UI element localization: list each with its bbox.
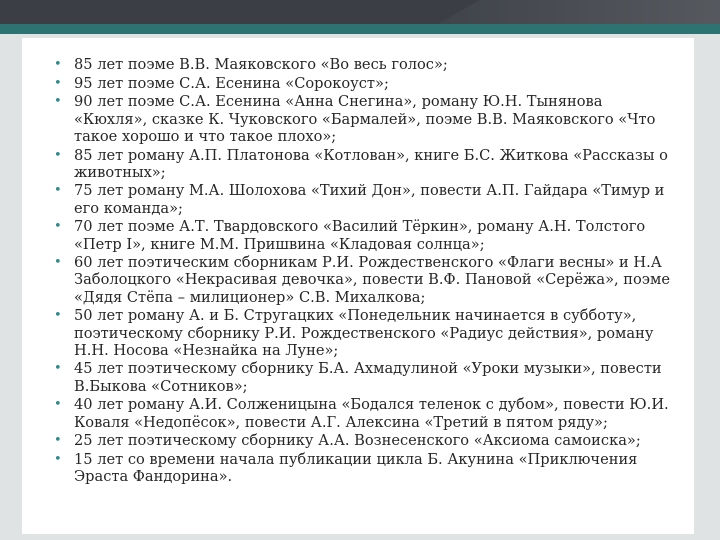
list-item-text: 50 лет роману А. и Б. Стругацких «Понедельник начинается в субботу», поэтическому сборнику Р.И. Рождественского «Радиус действия», роману Н.Н. Носова «Незнайка на Луне»;: [74, 307, 654, 359]
bullet-icon: •: [54, 433, 62, 449]
bullet-icon: •: [54, 57, 62, 72]
list-item: [54, 396, 676, 431]
list-item-text: 85 лет роману А.П. Платонова «Котлован», книге Б.С. Житкова «Рассказы о животных»;: [74, 146, 668, 181]
list-item-text: 40 лет роману А.И. Солженицына «Бодался теленок с дубом», повести Ю.И. Коваля «Недопёсок», повести А.Г. Алексина «Третий в пятом ряду»;: [74, 396, 669, 431]
bullet-icon: •: [54, 361, 62, 377]
bullet-icon: •: [54, 451, 62, 467]
list-item-text: 60 лет поэтическим сборникам Р.И. Рождественского «Флаги весны» и Н.А Заболоцкого «Некрасивая девочка», повести В.Ф. Пановой «Серёжа», поэме «Дядя Стёпа – милиционер» С.В. Михалкова;: [74, 254, 670, 306]
bullet-icon: •: [54, 255, 62, 271]
bullet-icon: •: [54, 75, 62, 91]
anniversary-list: [54, 56, 676, 486]
bullet-icon: •: [54, 219, 62, 235]
list-item-text: 75 лет роману М.А. Шолохова «Тихий Дон», повести А.П. Гайдара «Тимур и его команда»;: [74, 182, 665, 217]
list-item: [54, 432, 676, 450]
slide-content-panel: [22, 38, 694, 534]
list-item-text: 95 лет поэме С.А. Есенина «Сорокоуст»;: [74, 74, 389, 92]
list-item: [54, 450, 676, 486]
list-item-text: 85 лет поэме В.В. Маяковского «Во весь голос»;: [74, 56, 448, 73]
list-item-text: 45 лет поэтическому сборнику Б.А. Ахмадулиной «Уроки музыки», повести В.Быкова «Сотников»;: [74, 360, 662, 395]
list-item: [54, 307, 676, 359]
bullet-icon: •: [54, 397, 62, 413]
list-item-text: 25 лет поэтическому сборнику А.А. Вознесенского «Аксиома самоиска»;: [74, 432, 641, 450]
list-item-text: 90 лет поэме С.А. Есенина «Анна Снегина», роману Ю.Н. Тынянова «Кюхля», сказке К. Чуковского «Бармалей», поэме В.В. Маяковского «Что такое хорошо и что такое плохо»;: [74, 93, 656, 145]
list-item: [54, 74, 676, 92]
list-item: [54, 254, 676, 306]
bullet-icon: •: [54, 183, 62, 199]
list-item-text: 15 лет со времени начала публикации цикла Б. Акунина «Приключения Эраста Фандорина».: [74, 450, 638, 486]
accent-stripe: [0, 24, 720, 34]
list-item: [54, 56, 676, 73]
list-item: [54, 360, 676, 395]
bullet-icon: •: [54, 308, 62, 324]
bullet-icon: •: [54, 94, 62, 110]
list-item: [54, 146, 676, 181]
list-item: [54, 218, 676, 253]
bullet-icon: •: [54, 147, 62, 163]
list-item: [54, 182, 676, 217]
list-item-text: 70 лет поэме А.Т. Твардовского «Василий Тёркин», роману А.Н. Толстого «Петр I», книге М.М. Пришвина «Кладовая солнца»;: [74, 218, 646, 253]
list-item: [54, 93, 676, 145]
